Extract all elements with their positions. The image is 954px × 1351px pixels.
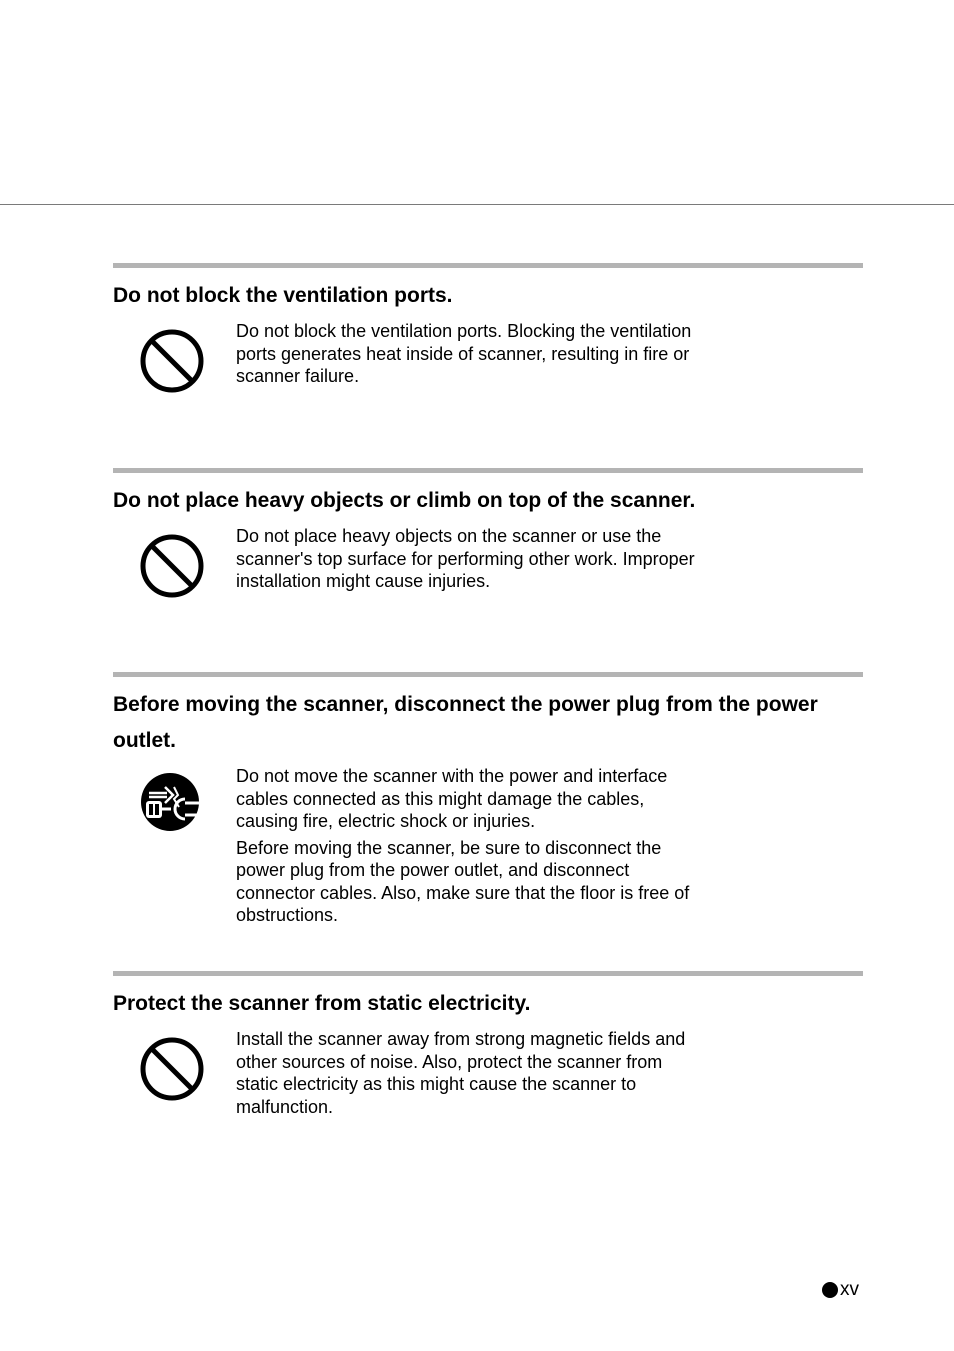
section-divider <box>113 971 863 976</box>
bullet-icon <box>822 1282 838 1298</box>
section-text <box>236 525 696 593</box>
paragraph: Do not move the scanner with the power and interface cables connected as this might damage the cables, causing fire, electric shock or injuries. <box>236 766 668 831</box>
paragraph: Before moving the scanner, be sure to disconnect the power plug from the power outlet, and disconnect connector cables. Also, make sure that the floor is free of obstructions. <box>236 837 690 925</box>
page-number <box>822 1279 859 1301</box>
header-rule <box>0 204 954 205</box>
section-body <box>113 525 863 593</box>
unplug-icon <box>141 773 199 831</box>
section-divider <box>113 468 863 473</box>
section-body <box>113 320 863 388</box>
section-title: Do not block the ventilation ports. <box>113 284 453 307</box>
section-divider <box>113 672 863 677</box>
paragraph: Do not block the ventilation ports. Blocking the ventilation ports generates heat inside of scanner, resulting in fire or scanner failure. <box>236 321 692 386</box>
section-ventilation <box>113 263 863 392</box>
section-title: Do not place heavy objects or climb on top of the scanner. <box>113 489 696 512</box>
page-number-text: xv <box>840 1279 859 1300</box>
section-text <box>236 1028 696 1118</box>
paragraph: Do not place heavy objects on the scanner or use the scanner's top surface for performing other work. Improper installation might cause injuries. <box>236 526 695 591</box>
section-body <box>113 1028 863 1118</box>
prohibition-icon <box>139 328 205 394</box>
section-title: Before moving the scanner, disconnect the power plug from the power outlet. <box>113 693 818 752</box>
section-text <box>236 320 696 388</box>
prohibition-icon <box>139 533 205 599</box>
section-divider <box>113 263 863 268</box>
paragraph: Install the scanner away from strong magnetic fields and other sources of noise. Also, protect the scanner from static electricity as this might cause the scanner to malfunction. <box>236 1029 686 1117</box>
section-title: Protect the scanner from static electricity. <box>113 992 531 1015</box>
section-heavy-objects <box>113 468 863 597</box>
prohibition-icon <box>139 1036 205 1102</box>
section-static-electricity <box>113 971 863 1122</box>
section-text <box>236 765 696 927</box>
section-disconnect-power <box>113 672 863 931</box>
section-body <box>113 765 863 927</box>
